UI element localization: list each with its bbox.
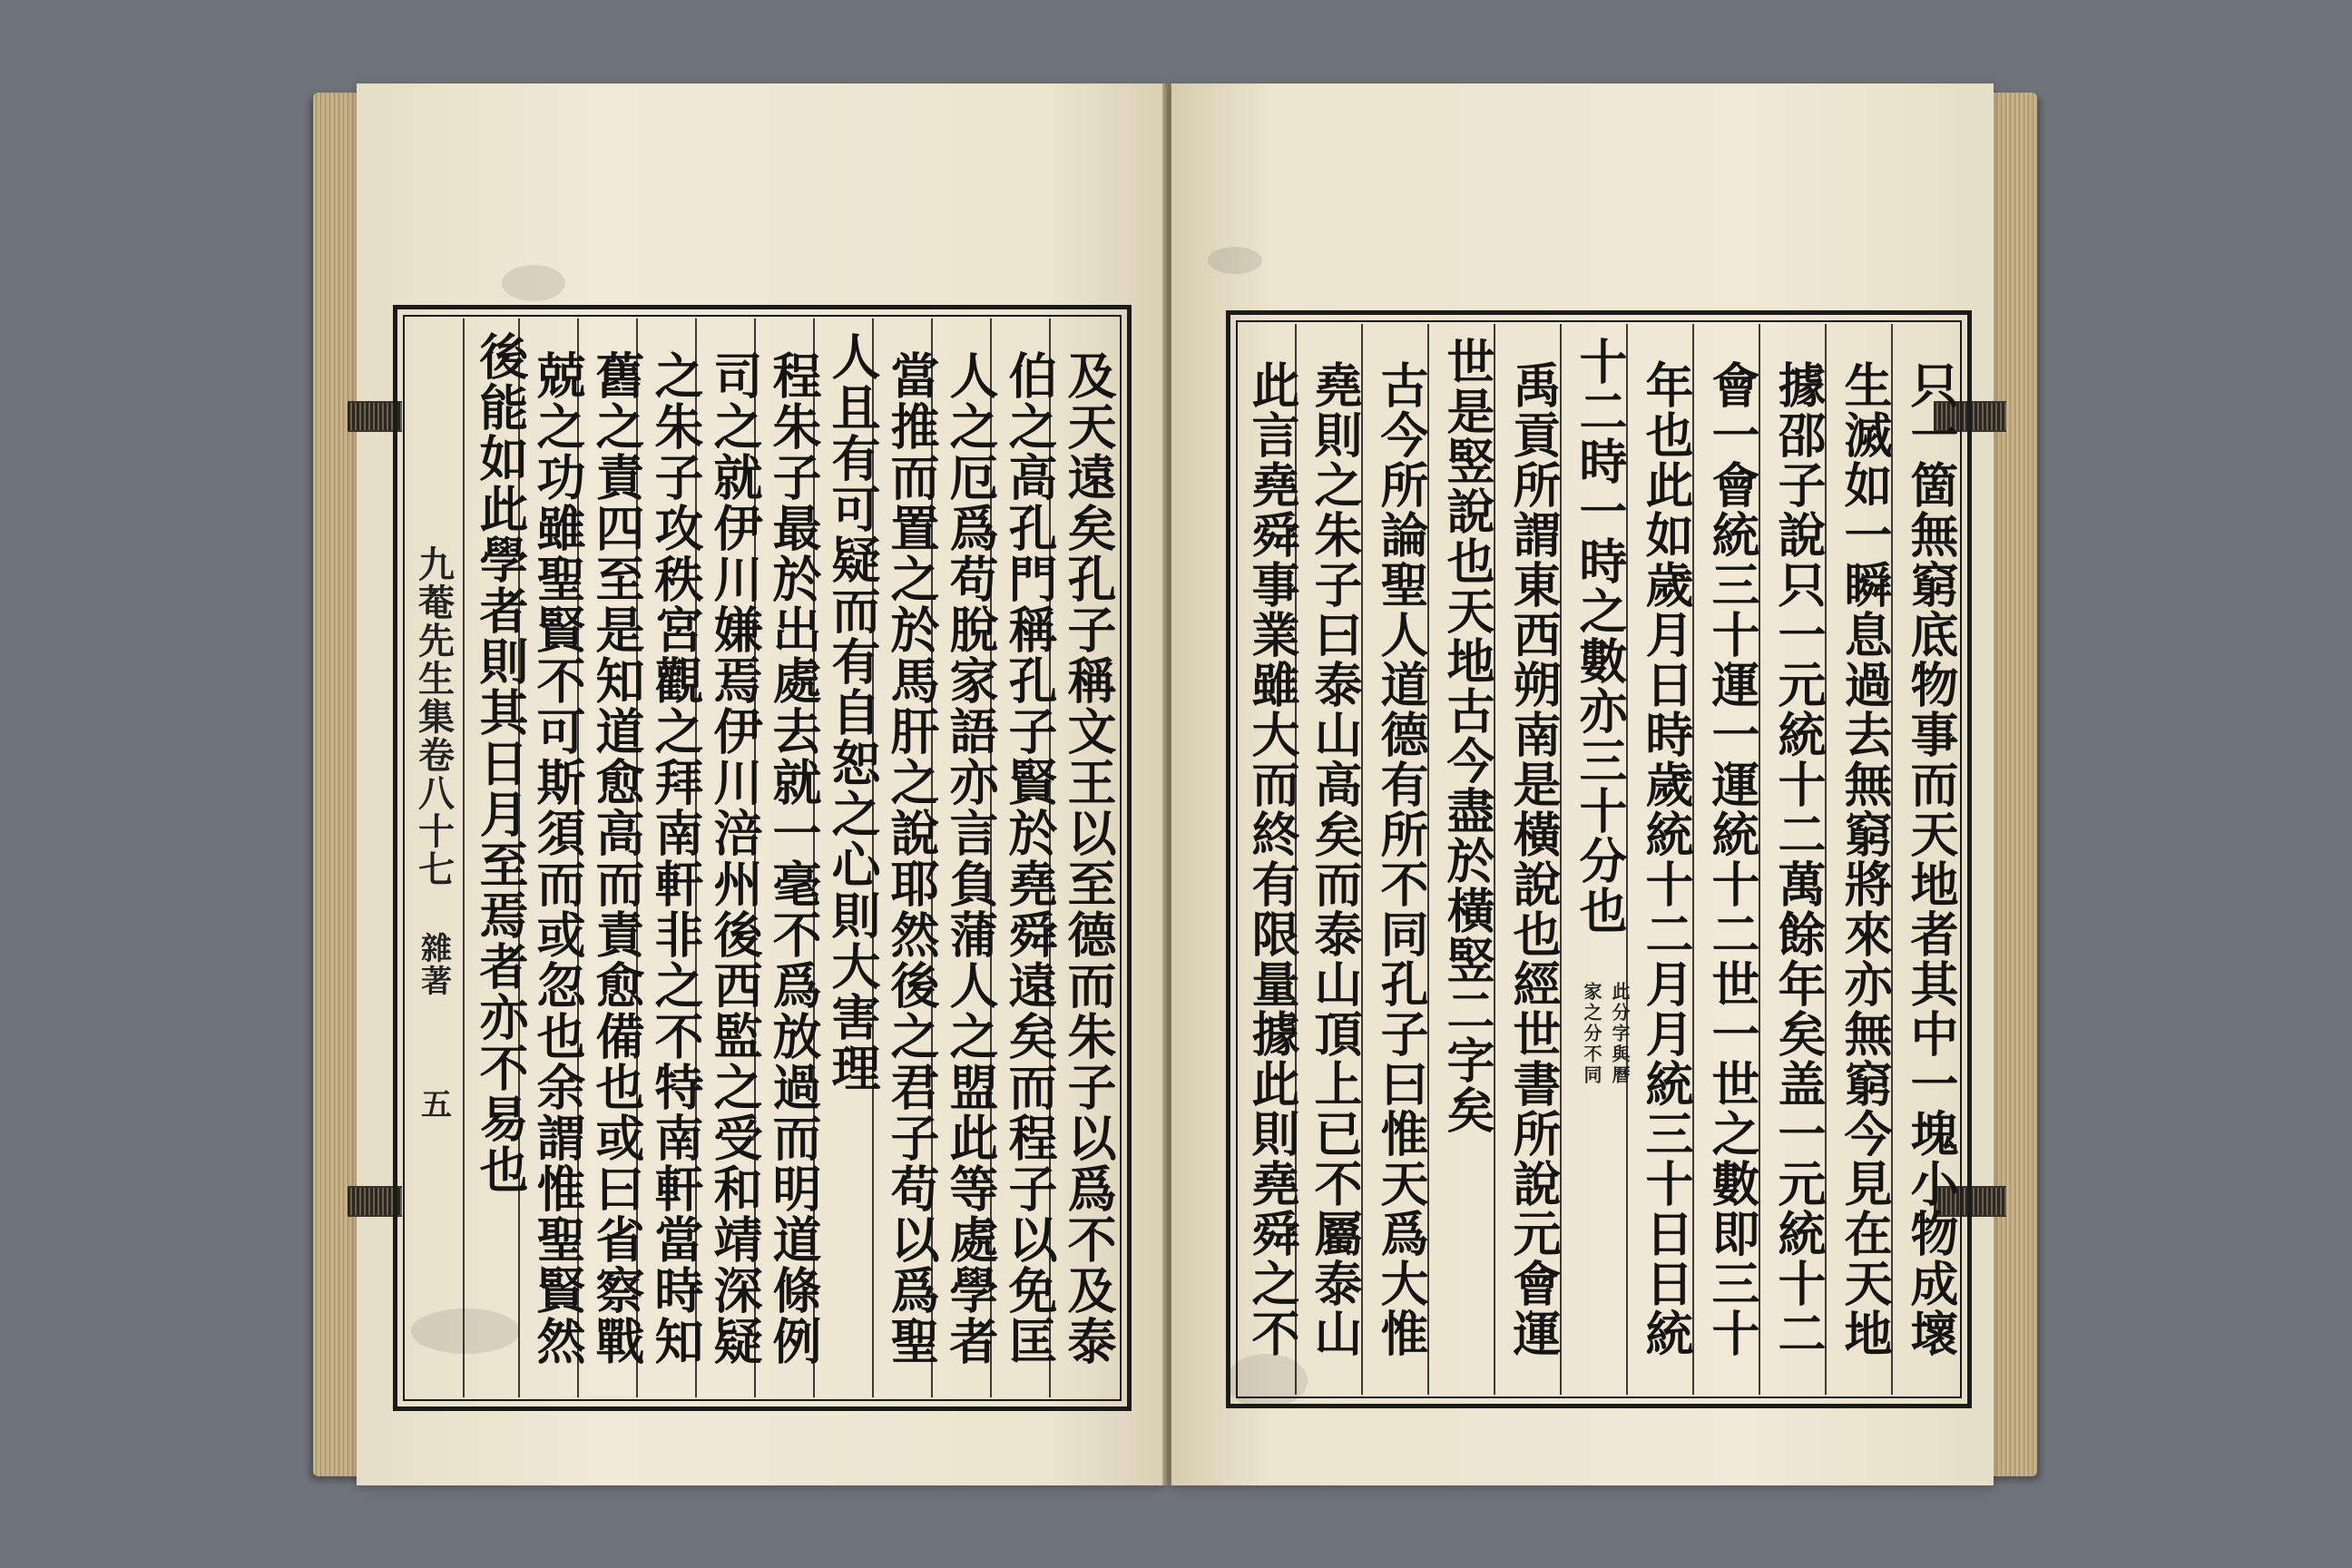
text-column: 伯之高孔門稱孔子賢於堯舜遠矣而程子以免匡 xyxy=(1001,349,1059,1367)
text-column: 只一箇無窮底物事而天地者其中一塊小物成壞 xyxy=(1903,360,1959,1358)
text-column: 古今所論聖人道德有所不同孔子曰惟天爲大惟 xyxy=(1373,360,1429,1358)
text-column: 舊之責四至是知道愈高而責愈備也或曰省察戰 xyxy=(588,349,646,1367)
right-page-edges xyxy=(1986,93,2037,1476)
left-print-frame xyxy=(393,305,1132,1411)
text-column: 十二時一時之數亦三十分也 xyxy=(1572,337,1628,936)
text-column: 會一會統三十運一運統十二世一世之數即三十 xyxy=(1704,360,1760,1358)
text-column: 司之就伊川嫌焉伊川涪州後西監之受和靖深疑 xyxy=(706,349,764,1367)
text-column: 程朱子最於出處去就一毫不爲放過而明道條例 xyxy=(765,349,823,1367)
left-page xyxy=(357,83,1164,1485)
text-column: 堯則之朱子曰泰山高矣而泰山頂上已不屬泰山 xyxy=(1307,360,1363,1358)
text-column: 當推而置之於馬肝之說耶然後之君子苟以爲聖 xyxy=(883,349,941,1367)
leaf-number: 五 xyxy=(415,1088,452,1121)
text-column: 之朱子攻秩宮觀之拜南軒非之不特南軒當時知 xyxy=(647,349,705,1367)
text-column: 年也此如歲月日時歲統十二月月統三十日日統 xyxy=(1638,360,1694,1358)
section-name: 雜著 xyxy=(415,932,452,997)
interlinear-note: 此分字與曆 家之分不同 xyxy=(1581,982,1631,1086)
text-column: 此言堯舜事業雖大而終有限量據此則堯舜之不 xyxy=(1244,360,1300,1358)
text-column: 人且有可疑而有自恕之心則大害理 xyxy=(824,331,882,1093)
margin-column xyxy=(408,309,459,1406)
text-column: 人之厄爲苟脫家語亦言負蒲人之盟此等處學者 xyxy=(942,349,1000,1367)
text-column: 兢之功雖聖賢不可斯須而或忽也余謂惟聖賢然 xyxy=(529,349,587,1367)
text-column: 據邵子說只一元統十二萬餘年矣盖一元統十二 xyxy=(1770,360,1827,1358)
text-column: 生滅如一瞬息過去無窮將來亦無窮今見在天地 xyxy=(1837,360,1893,1358)
text-column: 及天遠矣孔子稱文王以至德而朱子以爲不及泰 xyxy=(1060,349,1118,1367)
text-column: 後能如此學者則其日月至焉者亦不易也 xyxy=(472,331,530,1195)
open-book xyxy=(313,83,2037,1485)
text-column: 世是竪說也天地古今盡於橫竪二字矣 xyxy=(1439,337,1495,1135)
right-print-frame xyxy=(1226,310,1972,1408)
column-rule xyxy=(463,318,465,1397)
book-title: 九菴先生集卷八十七 xyxy=(412,545,456,888)
right-page xyxy=(1171,83,1994,1485)
text-column: 禹貢所謂東西朔南是橫說也經世書所說元會運 xyxy=(1505,360,1562,1358)
